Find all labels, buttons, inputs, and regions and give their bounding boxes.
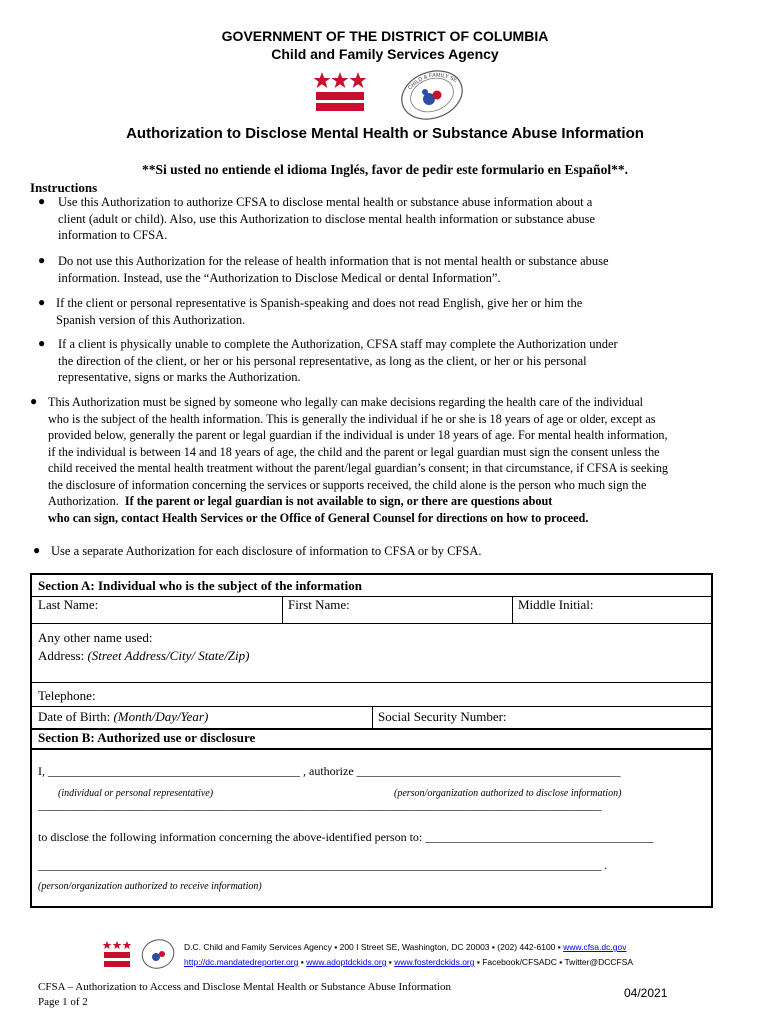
bullet-5-line — [48, 493, 768, 510]
separator: ▪ — [386, 957, 395, 967]
individual-blank[interactable]: __________________________________________ — [48, 764, 300, 778]
section-b-heading: Section B: Authorized use or disclosure — [38, 730, 256, 745]
bullet-dot-icon: ● — [38, 194, 46, 208]
header-government: GOVERNMENT OF THE DISTRICT OF COLUMBIA — [221, 28, 549, 44]
bullet-5-line: This Authorization must be signed by someone who legally can make decisions regarding the health care of the individual — [48, 395, 643, 409]
bullet-1-line: Use this Authorization to authorize CFSA to disclose mental health or substance abuse information about a — [58, 195, 593, 209]
other-name-field[interactable]: Any other name used: — [38, 630, 153, 645]
bullet-5-line — [48, 510, 768, 527]
bullet-2-line: Do not use this Authorization for the release of health information that is not mental health or substance abuse — [58, 254, 609, 268]
bullet-5-line: the disclosure of information concerning the services or supports received, the child alone is the person who much sign the — [48, 477, 647, 492]
page-number: Page 1 of 2 — [38, 996, 88, 1008]
page-title: Authorization to Disclose Mental Health or Substance Abuse Information — [126, 125, 644, 142]
social-handles: ▪ Facebook/CFSADC ▪ Twitter@DCCFSA — [474, 957, 634, 967]
bullet-dot-icon: ● — [33, 543, 41, 557]
hint-individual: (individual or personal representative) — [58, 788, 214, 799]
dob-field[interactable] — [38, 709, 208, 725]
bullet-dot-icon: ● — [30, 394, 38, 408]
footer-contact — [184, 940, 633, 970]
address-hint: (Street Address/City/ State/Zip) — [87, 648, 250, 663]
instructions-heading: Instructions — [30, 180, 98, 195]
form-name: CFSA – Authorization to Access and Disclose Mental Health or Substance Abuse Information — [38, 981, 452, 993]
authorization-form — [30, 573, 713, 908]
i-prefix: I, — [38, 764, 48, 778]
authorize-line — [38, 764, 621, 779]
form-date: 04/2021 — [624, 986, 668, 1000]
bullet-4-line: representative, signs or marks the Authorization. — [58, 370, 301, 384]
ssn-field[interactable]: Social Security Number: — [378, 709, 507, 724]
cfsa-seal-logo — [390, 68, 470, 120]
seal-text: CHILD & FAMILY SE — [407, 72, 458, 92]
footer-dc-flag-logo — [102, 940, 132, 970]
bullet-4-line: If a client is physically unable to complete the Authorization, CFSA staff may complete the Authorization under — [58, 337, 618, 351]
footer-cfsa-seal-logo — [138, 936, 178, 972]
recipient-continuation-blank[interactable]: __________________________________________________________________________________________________ . — [38, 860, 608, 872]
bullet-3-line: Spanish version of this Authorization. — [56, 312, 246, 327]
website-link[interactable]: www.cfsa.dc.gov — [563, 942, 627, 952]
mandated-reporter-link[interactable]: http://dc.mandatedreporter.org — [184, 957, 299, 967]
discloser-continuation-blank[interactable]: __________________________________________________________________________________________________ — [38, 800, 602, 812]
bullet-2-line: information. Instead, use the “Authorization to Disclose Medical or dental Information”. — [58, 270, 501, 285]
bullet-dot-icon: ● — [38, 253, 46, 267]
separator: ▪ — [298, 957, 307, 967]
dob-hint: (Month/Day/Year) — [113, 709, 209, 724]
flag-star-icon — [314, 72, 367, 88]
form-footer — [38, 980, 451, 1010]
address-field[interactable] — [38, 648, 249, 664]
telephone-field[interactable]: Telephone: — [38, 688, 96, 703]
bullet-5-line: who is the subject of the health information. This is generally the individual if he or she is 18 years of age or older, except as — [48, 411, 656, 426]
address-label: Address: — [38, 648, 88, 663]
dc-flag-logo — [312, 70, 368, 114]
footer-line-1 — [184, 940, 633, 955]
bullet-3-line: If the client or personal representative is Spanish-speaking and does not read English, give her or him the — [56, 296, 583, 310]
bullet-1-line: client (adult or child). Also, use this Authorization to disclose mental health information or substance abuse — [58, 211, 596, 226]
disclose-line — [38, 830, 653, 845]
middle-initial-field[interactable]: Middle Initial: — [518, 597, 594, 612]
bullet-4-line: the direction of the client, or her or his personal representative, as long as the client, or her or his personal — [58, 353, 587, 368]
bullet-5-line: child received the mental health treatment without the parent/legal guardian’s consent; in that circumstance, if CFSA is seeking — [48, 461, 669, 475]
authorize-word: , authorize — [300, 764, 357, 778]
recipient-blank[interactable]: ______________________________________ — [425, 830, 654, 844]
footer-line-2 — [184, 955, 633, 970]
bullet-5-bold: If the parent or legal guardian is not available to sign, or there are questions about — [124, 494, 553, 508]
bullet-dot-icon: ● — [38, 336, 46, 350]
first-name-field[interactable]: First Name: — [288, 597, 350, 612]
footer-agency: D.C. Child and Family Services Agency ▪ 200 I Street SE, Washington, DC 20003 ▪ (202) 442-6100 ▪ — [184, 942, 564, 952]
bullet-1-line: information to CFSA. — [58, 228, 168, 242]
foster-link[interactable]: www.fosterdckids.org — [394, 957, 475, 967]
bullet-6-line: Use a separate Authorization for each disclosure of information to CFSA or by CFSA. — [51, 544, 482, 558]
bullet-5-plain: Authorization. — [48, 494, 119, 508]
hint-discloser: (person/organization authorized to disclose information) — [394, 788, 622, 799]
bullet-dot-icon: ● — [38, 295, 46, 309]
discloser-blank[interactable]: ____________________________________________ — [356, 764, 621, 778]
disclose-text: to disclose the following information concerning the above-identified person to: — [38, 830, 426, 844]
dob-label: Date of Birth: — [38, 709, 114, 724]
section-a-heading: Section A: Individual who is the subject of the information — [38, 578, 362, 593]
hint-recipient: (person/organization authorized to receive information) — [38, 881, 262, 892]
header-agency: Child and Family Services Agency — [271, 46, 499, 62]
last-name-field[interactable]: Last Name: — [38, 597, 99, 612]
adopt-link[interactable]: www.adoptdckids.org — [306, 957, 387, 967]
bullet-5-line: if the individual is between 14 and 18 years of age, the child and the parent or legal guardian must sign the consent unless the — [48, 444, 660, 459]
bullet-5-line: provided below, generally the parent or legal guardian if the individual is under 18 years of age. For mental health information, — [48, 428, 668, 442]
spanish-notice: **Si usted no entiende el idioma Inglés, favor de pedir este formulario en Español**. — [142, 162, 628, 177]
bullet-5-bold: who can sign, contact Health Services or the Office of General Counsel for directions on how to proceed. — [48, 510, 589, 525]
